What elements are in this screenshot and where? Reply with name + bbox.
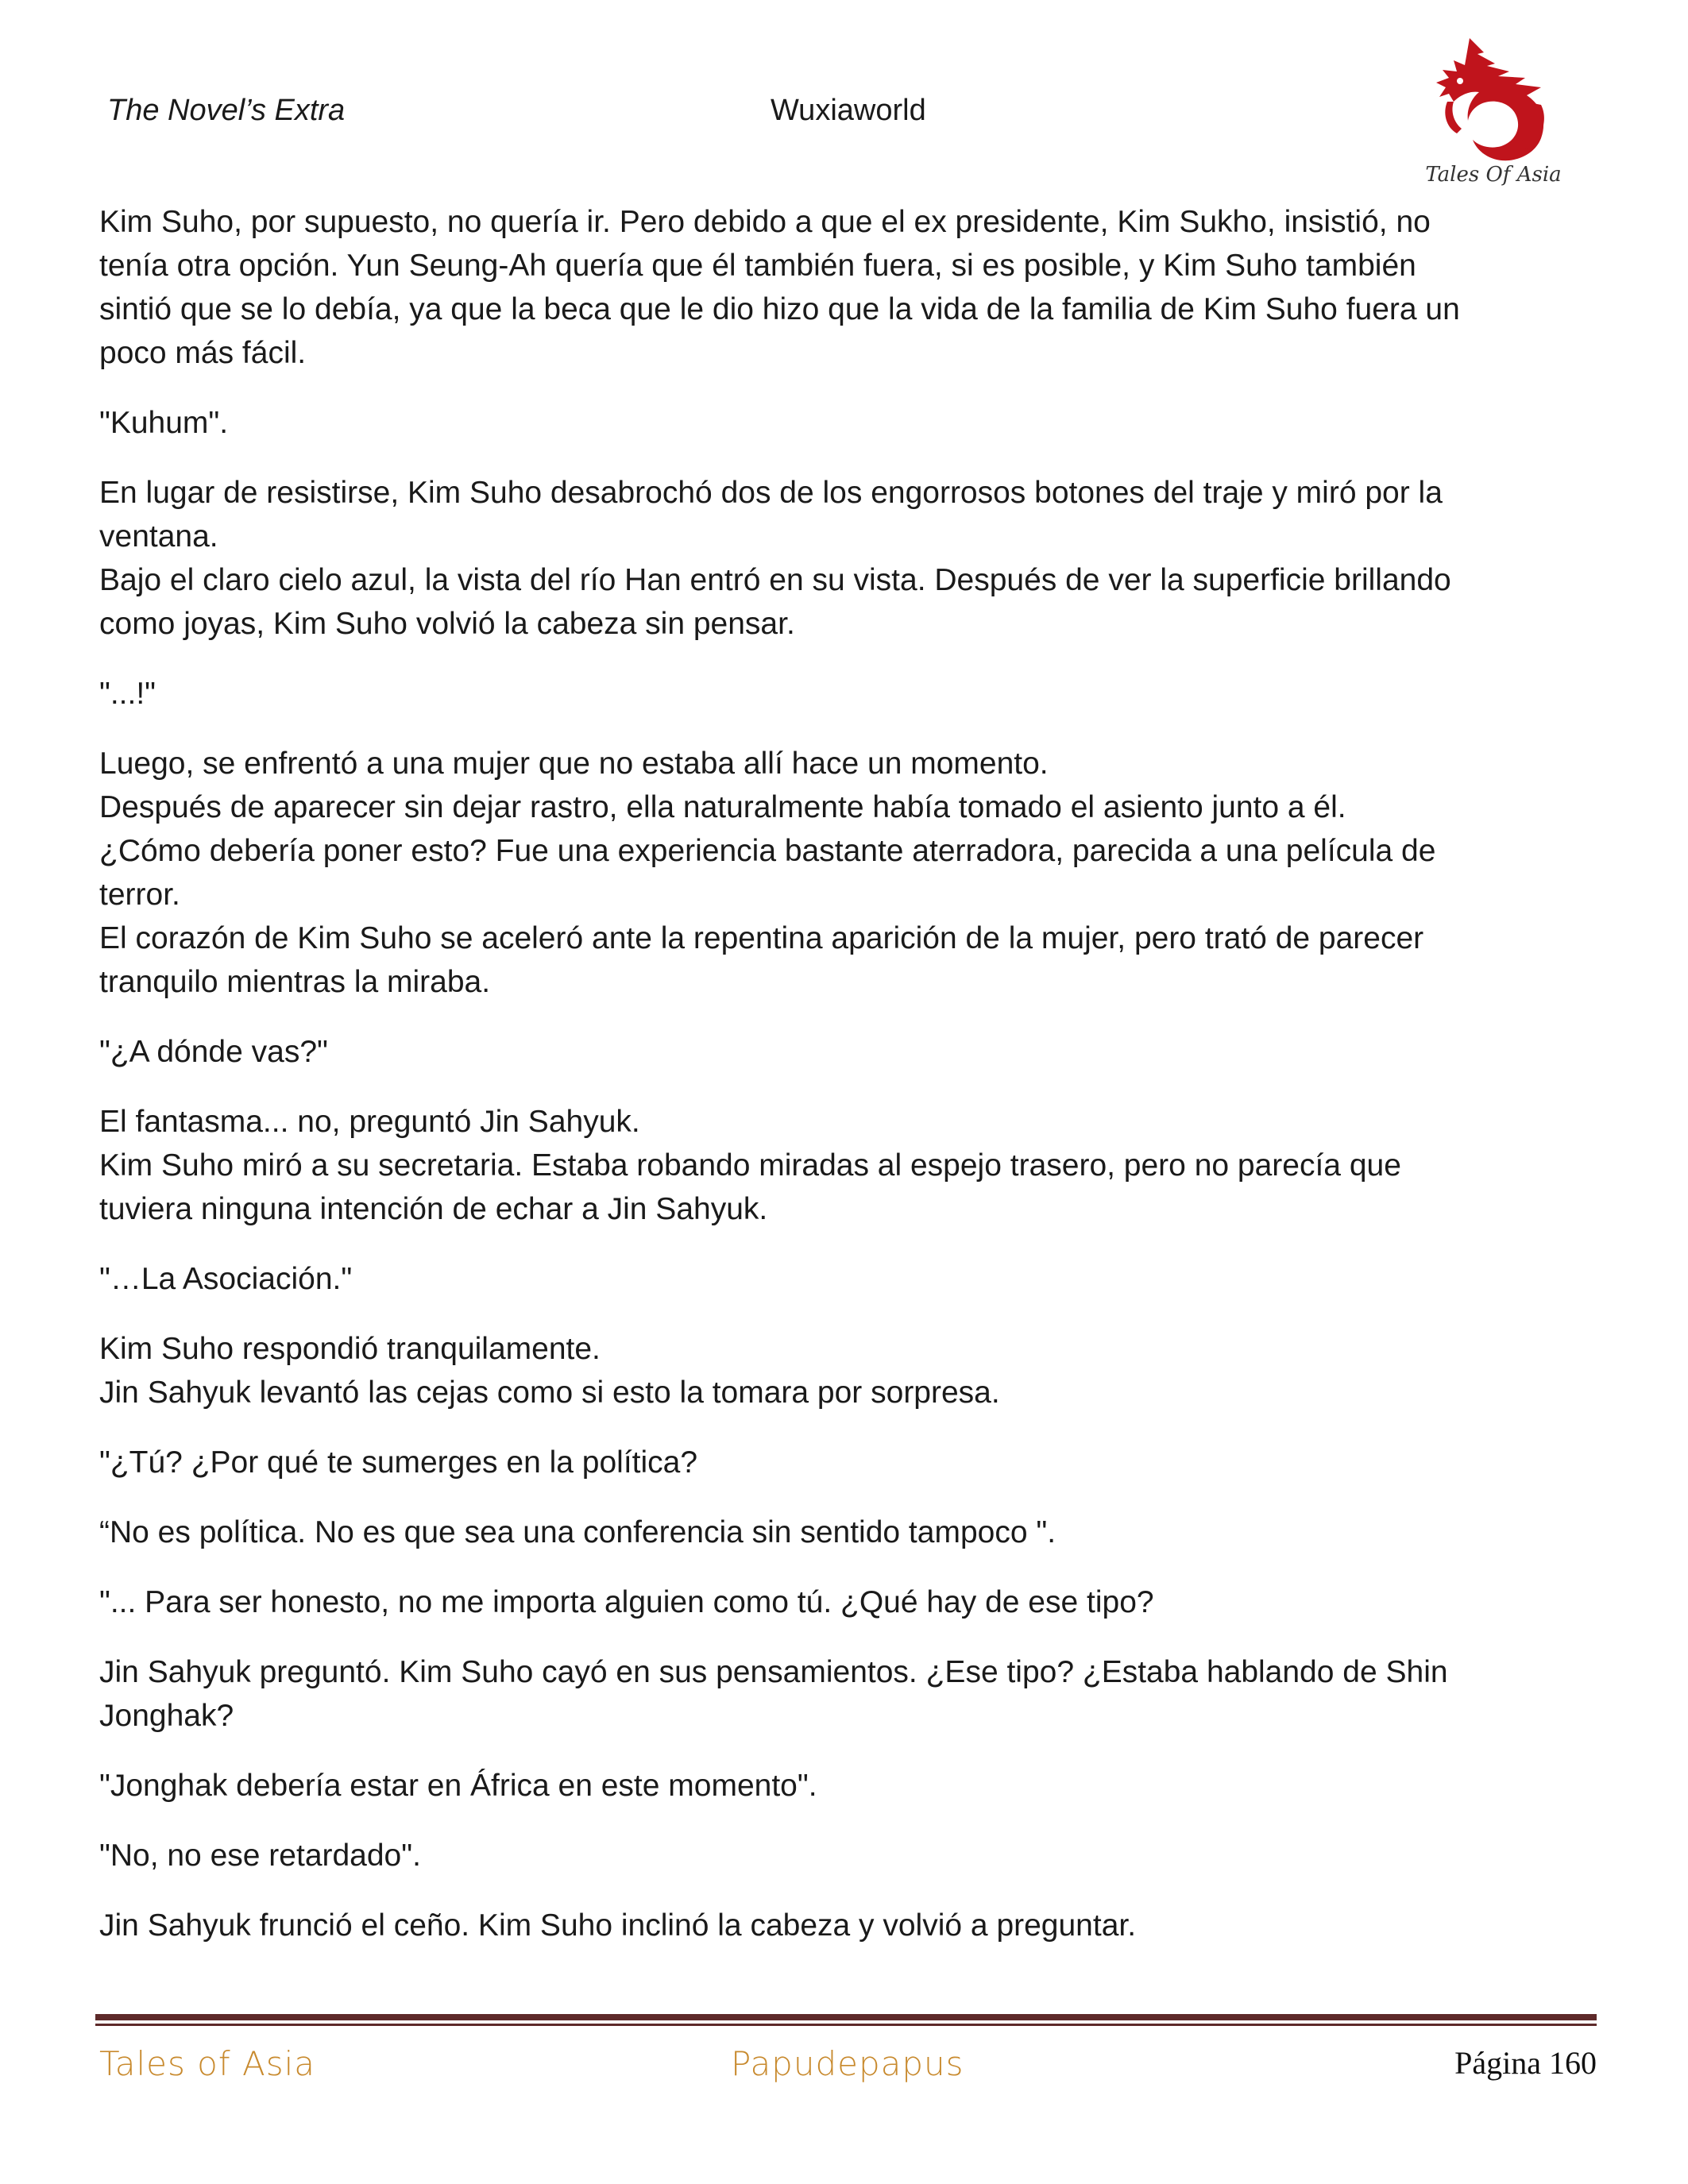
paragraph bbox=[99, 1441, 1593, 1484]
paragraph bbox=[99, 471, 1593, 646]
paragraph bbox=[99, 1650, 1593, 1738]
page-number: Página 160 bbox=[1454, 2045, 1597, 2081]
text-line: tranquilo mientras la miraba. bbox=[99, 965, 491, 999]
footer-translator: Papudepapus bbox=[731, 2044, 964, 2083]
paragraph bbox=[99, 1511, 1593, 1554]
text-line: El fantasma... no, preguntó Jin Sahyuk. bbox=[99, 1105, 640, 1139]
text-line: poco más fácil. bbox=[99, 336, 307, 370]
text-line: “No es política. No es que sea una conferencia sin sentido tampoco ". bbox=[99, 1515, 1056, 1549]
paragraph bbox=[99, 742, 1593, 1004]
paragraph bbox=[99, 1257, 1593, 1301]
text-line: Kim Suho respondió tranquilamente. bbox=[99, 1332, 601, 1366]
text-line: "...!" bbox=[99, 677, 156, 711]
paragraph bbox=[99, 1100, 1593, 1231]
paragraph bbox=[99, 1327, 1593, 1414]
text-line: "No, no ese retardado". bbox=[99, 1839, 421, 1873]
header-book-title: The Novel’s Extra bbox=[107, 94, 346, 127]
paragraph bbox=[99, 1904, 1593, 1947]
logo-text: Tales Of Asia bbox=[1425, 163, 1562, 187]
paragraph bbox=[99, 672, 1593, 716]
footer-rule-thick bbox=[95, 2014, 1597, 2020]
text-line: "¿Tú? ¿Por qué te sumerges en la política? bbox=[99, 1445, 698, 1480]
text-line: Jin Sahyuk levantó las cejas como si esto la tomara por sorpresa. bbox=[99, 1376, 1000, 1410]
text-line: Jin Sahyuk preguntó. Kim Suho cayó en sus pensamientos. ¿Ese tipo? ¿Estaba hablando de Shin bbox=[99, 1655, 1448, 1689]
text-line: "... Para ser honesto, no me importa alguien como tú. ¿Qué hay de ese tipo? bbox=[99, 1585, 1154, 1619]
header-source: Wuxiaworld bbox=[771, 94, 926, 127]
footer-rule-thin bbox=[95, 2024, 1597, 2026]
red-dragon-logo-icon bbox=[1422, 22, 1565, 189]
text-line: "Kuhum". bbox=[99, 406, 229, 440]
paragraph bbox=[99, 1030, 1593, 1074]
footer-site: Tales of Asia bbox=[99, 2044, 316, 2083]
text-line: Kim Suho, por supuesto, no quería ir. Pero debido a que el ex presidente, Kim Sukho, insistió, no bbox=[99, 205, 1431, 239]
text-line: "Jonghak debería estar en África en este momento". bbox=[99, 1769, 817, 1803]
text-line: como joyas, Kim Suho volvió la cabeza sin pensar. bbox=[99, 607, 795, 641]
text-line: Bajo el claro cielo azul, la vista del río Han entró en su vista. Después de ver la superficie brillando bbox=[99, 563, 1451, 597]
text-line: Jonghak? bbox=[99, 1699, 234, 1733]
text-line: Luego, se enfrentó a una mujer que no estaba allí hace un momento. bbox=[99, 747, 1049, 781]
text-line: sintió que se lo debía, ya que la beca que le dio hizo que la vida de la familia de Kim Suho fuera un bbox=[99, 292, 1460, 326]
text-line: Después de aparecer sin dejar rastro, ella naturalmente había tomado el asiento junto a él. bbox=[99, 790, 1346, 824]
text-line: ventana. bbox=[99, 519, 218, 554]
text-line: "¿A dónde vas?" bbox=[99, 1035, 328, 1069]
paragraph bbox=[99, 401, 1593, 445]
text-line: "…La Asociación." bbox=[99, 1262, 353, 1296]
text-line: ¿Cómo debería poner esto? Fue una experiencia bastante aterradora, parecida a una película de bbox=[99, 834, 1436, 868]
paragraph bbox=[99, 1834, 1593, 1877]
text-line: Kim Suho miró a su secretaria. Estaba robando miradas al espejo trasero, pero no parecía que bbox=[99, 1148, 1401, 1183]
text-line: tuviera ninguna intención de echar a Jin Sahyuk. bbox=[99, 1192, 768, 1226]
text-line: En lugar de resistirse, Kim Suho desabrochó dos de los engorrosos botones del traje y miró por la bbox=[99, 476, 1443, 510]
text-line: El corazón de Kim Suho se aceleró ante la repentina aparición de la mujer, pero trató de parecer bbox=[99, 921, 1424, 955]
text-line: tenía otra opción. Yun Seung-Ah quería que él también fuera, si es posible, y Kim Suho también bbox=[99, 249, 1416, 283]
paragraph bbox=[99, 1764, 1593, 1808]
paragraph bbox=[99, 200, 1593, 375]
text-line: Jin Sahyuk frunció el ceño. Kim Suho inclinó la cabeza y volvió a preguntar. bbox=[99, 1908, 1137, 1943]
paragraph bbox=[99, 1580, 1593, 1624]
text-line: terror. bbox=[99, 878, 180, 912]
body-text bbox=[99, 200, 1593, 1974]
